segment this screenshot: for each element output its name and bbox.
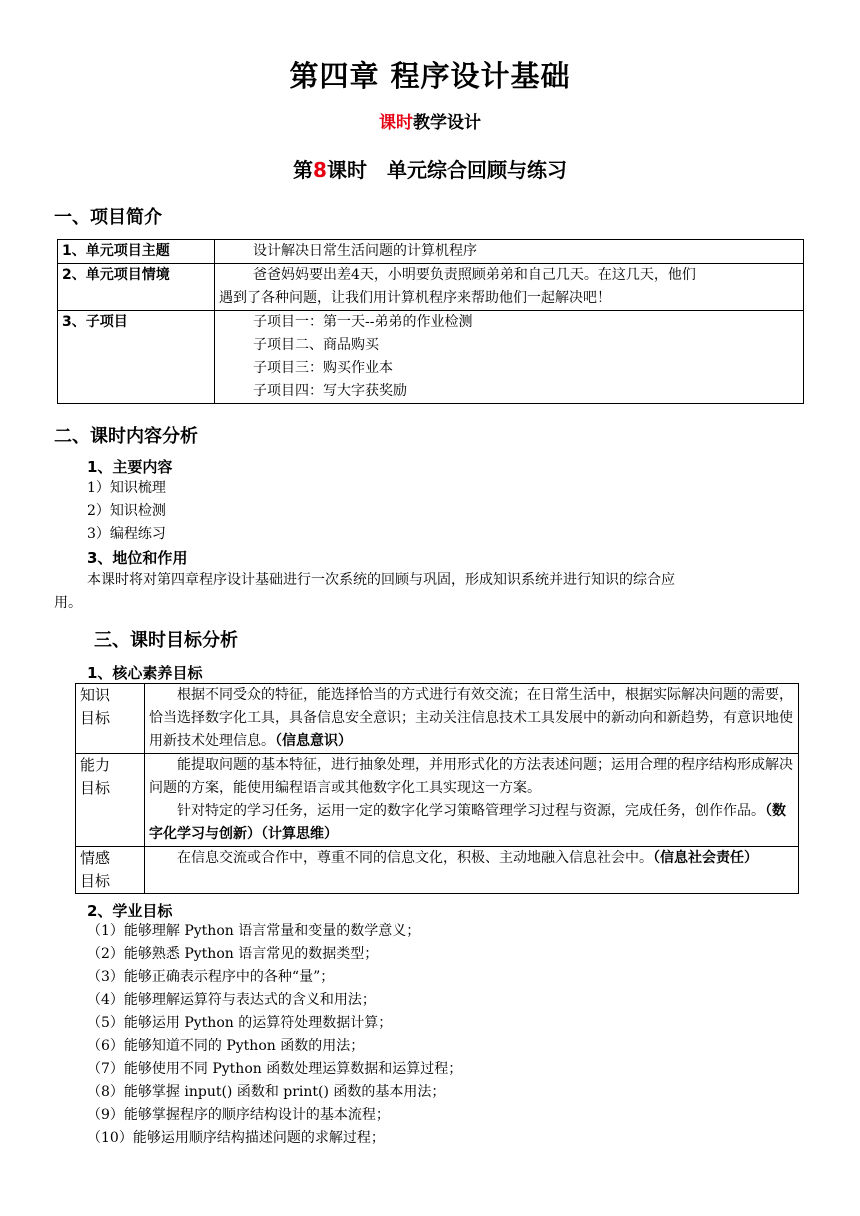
goal-key [76, 847, 145, 894]
list-item: （3）能够正确表示程序中的各种“量”； [87, 969, 335, 985]
study-goal-label: 2、学业目标 [87, 902, 173, 920]
value-line: 子项目三：购买作业本 [253, 360, 393, 376]
table-row [58, 240, 804, 264]
value-line: 爸爸妈妈要出差4天，小明要负责照顾弟弟和自己几天。在这几天，他们 [253, 267, 696, 283]
goal-key-line: 目标 [80, 779, 111, 797]
lesson-prefix: 第 [293, 158, 314, 182]
goal-text [145, 847, 799, 894]
table-row [76, 754, 799, 847]
position-text-line1: 本课时将对第四章程序设计基础进行一次系统的回顾与巩固，形成知识系统并进行知识的综合应 [87, 572, 675, 588]
section-3-heading: 三、课时目标分析 [94, 630, 238, 651]
goal-text [145, 684, 799, 754]
lesson-number: 8 [313, 158, 327, 182]
list-item: （7）能够使用不同 Python 函数处理运算数据和运算过程； [87, 1061, 463, 1077]
goal-key-line: 能力 [80, 756, 111, 774]
goal-body: 能提取问题的基本特征，进行抽象处理，并用形式化的方法表述问题；运用合理的程序结构形成解决问题的方案，能使用编程语言或其他数字化工具实现这一方案。 [149, 757, 793, 796]
list-item: （6）能够知道不同的 Python 函数的用法； [87, 1038, 365, 1054]
goal-table [75, 683, 799, 894]
row-value [215, 311, 804, 404]
lesson-rest: 课时 单元综合回顾与练习 [326, 158, 567, 182]
list-item: （4）能够理解运算符与表达式的含义和用法； [87, 992, 376, 1008]
goal-body: 根据不同受众的特征，能选择恰当的方式进行有效交流；在日常生活中，根据实际解决问题的需要，恰当选择数字化工具，具备信息安全意识；主动关注信息技术工具发展中的新动向和新趋势，有意识地使用新技术处理信息。 [149, 687, 793, 749]
goal-body: 在信息交流或合作中，尊重不同的信息文化，积极、主动地融入信息社会中。 [177, 850, 653, 866]
goal-key [76, 754, 145, 847]
row-key: 3、子项目 [58, 311, 215, 404]
subtitle-red: 课时 [379, 113, 413, 133]
goal-key-line: 目标 [80, 872, 111, 890]
subtitle-rest: 教学设计 [413, 113, 481, 133]
row-key: 2、单元项目情境 [58, 264, 215, 311]
value-line: 子项目四：写大字获奖励 [253, 383, 407, 399]
goal-body: 针对特定的学习任务，运用一定的数字化学习策略管理学习过程与资源，完成任务，创作作品。 [177, 803, 765, 819]
goal-tag: （信息社会责任） [653, 850, 758, 866]
value-line: 子项目一：第一天--弟弟的作业检测 [253, 314, 473, 330]
list-item: （1）能够理解 Python 语言常量和变量的数学意义； [87, 923, 421, 939]
page-title: 第四章 程序设计基础 [289, 59, 571, 93]
core-goal-label: 1、核心素养目标 [87, 664, 203, 682]
goal-key-line: 知识 [80, 686, 111, 704]
goal-key [76, 684, 145, 754]
table-row [58, 311, 804, 404]
list-item: （9）能够掌握程序的顺序结构设计的基本流程； [87, 1107, 390, 1123]
list-item: 3）编程练习 [87, 526, 166, 542]
list-item: （5）能够运用 Python 的运算符处理数据计算； [87, 1015, 393, 1031]
table-row [76, 684, 799, 754]
table-row [58, 264, 804, 311]
value-line: 子项目二、商品购买 [253, 337, 379, 353]
value-line: 遇到了各种问题，让我们用计算机程序来帮助他们一起解决吧！ [219, 290, 611, 306]
position-text-line2: 用。 [54, 595, 82, 611]
subtitle [0, 108, 860, 133]
goal-tag: （数字化学习与创新）（计算思维） [149, 803, 786, 842]
content-list [87, 477, 166, 546]
position-label: 3、地位和作用 [87, 549, 188, 567]
list-item: （8）能够掌握 input() 函数和 print() 函数的基本用法； [87, 1084, 446, 1100]
list-item: 1）知识梳理 [87, 480, 166, 496]
lesson-title [0, 154, 860, 183]
section-2-heading: 二、课时内容分析 [54, 426, 198, 447]
list-item: 2）知识检测 [87, 503, 166, 519]
row-value [215, 264, 804, 311]
project-table [57, 239, 804, 404]
goal-tag: （信息意识） [275, 733, 352, 749]
list-item: （2）能够熟悉 Python 语言常见的数据类型； [87, 946, 379, 962]
goal-text [145, 754, 799, 847]
main-content-label: 1、主要内容 [87, 458, 173, 476]
list-item: （10）能够运用顺序结构描述问题的求解过程； [87, 1130, 385, 1146]
goal-key-line: 情感 [80, 849, 111, 867]
goal-key-line: 目标 [80, 709, 111, 727]
study-goal-list [87, 920, 462, 1150]
section-1-heading: 一、项目简介 [54, 207, 162, 228]
row-value: 设计解决日常生活问题的计算机程序 [215, 240, 804, 264]
table-row [76, 847, 799, 894]
row-key: 1、单元项目主题 [58, 240, 215, 264]
